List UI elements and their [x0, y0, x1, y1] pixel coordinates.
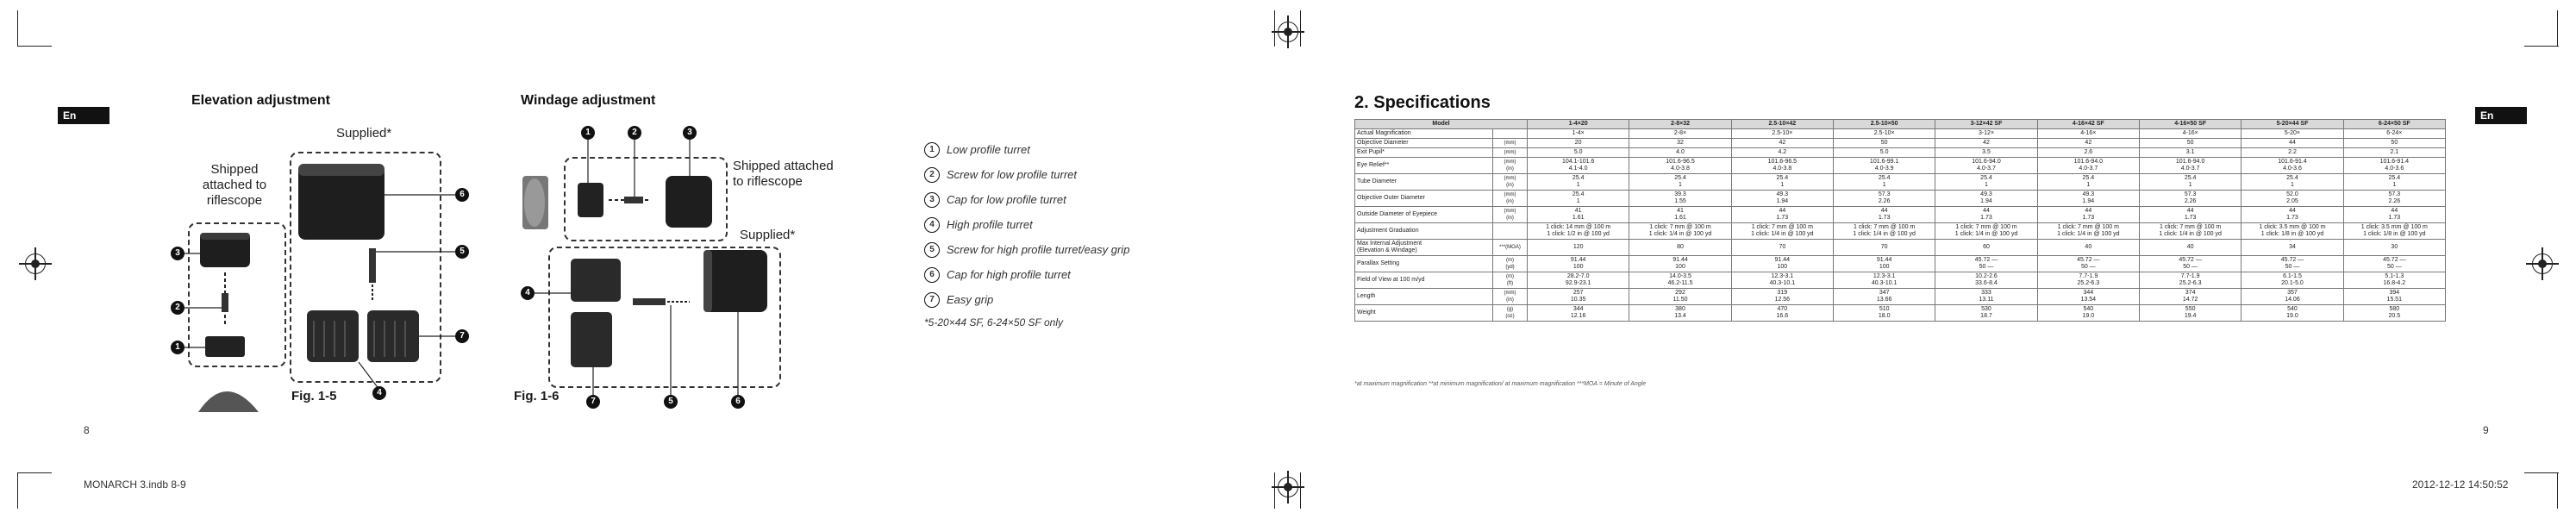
table-cell: 50 — [2343, 139, 2445, 148]
table-cell: 70 — [1834, 240, 1935, 256]
table-cell: 44 1.73 — [2139, 207, 2241, 223]
table-cell: 1 click: 3.5 mm @ 100 m 1 click: 1/8 in @ 100 yd — [2343, 223, 2445, 240]
table-cell: 52.0 2.05 — [2241, 191, 2343, 207]
page-number-left: 8 — [84, 424, 90, 436]
callout-2: 2 — [171, 301, 184, 315]
table-footnote: *at maximum magnification **at minimum magnification/ at maximum magnification ***MOA = Minute of Angle — [1354, 381, 1647, 387]
table-cell: 1 click: 7 mm @ 100 m 1 click: 1/4 in @ 100 yd — [1834, 223, 1935, 240]
row-label: Parallax Setting — [1355, 256, 1493, 272]
legend-number: 2 — [924, 167, 940, 183]
table-cell: 101.6-94.0 4.0-3.7 — [2139, 158, 2241, 174]
table-cell: 101.6-94.0 4.0-3.7 — [2037, 158, 2139, 174]
callout-7: 7 — [455, 329, 469, 343]
row-label: Length — [1355, 289, 1493, 305]
row-unit: (mm) (in) — [1493, 289, 1528, 305]
table-cell: 1 click: 7 mm @ 100 m 1 click: 1/4 in @ 100 yd — [1731, 223, 1833, 240]
legend-item — [924, 287, 1129, 312]
table-cell: 45.72 — 50 — — [2139, 256, 2241, 272]
callout-3: 3 — [683, 126, 697, 140]
table-row — [1355, 223, 2446, 240]
table-cell: 7.7-1.9 25.2-6.3 — [2139, 272, 2241, 289]
table-cell: 12.3-3.1 40.3-10.1 — [1834, 272, 1935, 289]
legend-text: Low profile turret — [947, 143, 1030, 156]
row-label: Max Internal Adjustment (Elevation & Windage) — [1355, 240, 1493, 256]
column-header: 5-20×44 SF — [2241, 120, 2343, 129]
legend-number: 5 — [924, 242, 940, 258]
row-unit: (mm) (in) — [1493, 158, 1528, 174]
row-unit: (mm) (in) — [1493, 207, 1528, 223]
table-cell: 1 click: 14 mm @ 100 m 1 click: 1/2 in @ 100 yd — [1528, 223, 1629, 240]
row-label: Eye Relief** — [1355, 158, 1493, 174]
table-cell: 5.0 — [1834, 148, 1935, 158]
table-row — [1355, 129, 2446, 139]
table-cell: 49.3 1.94 — [1731, 191, 1833, 207]
table-cell: 42 — [2037, 139, 2139, 148]
table-cell: 25.4 1 — [2241, 174, 2343, 191]
table-cell: 580 20.5 — [2343, 305, 2445, 322]
table-cell: 49.3 1.94 — [1935, 191, 2037, 207]
row-unit — [1493, 129, 1528, 139]
callout-1: 1 — [581, 126, 595, 140]
table-cell: 1 click: 3.5 mm @ 100 m 1 click: 1/8 in @ 100 yd — [2241, 223, 2343, 240]
table-cell: 50 — [2139, 139, 2241, 148]
language-tab: En — [58, 107, 109, 124]
table-cell: 2-8× — [1629, 129, 1731, 139]
legend-number: 3 — [924, 192, 940, 208]
table-cell: 333 13.11 — [1935, 289, 2037, 305]
table-cell: 25.4 1 — [2343, 174, 2445, 191]
table-cell: 57.3 2.26 — [2343, 191, 2445, 207]
row-label: Weight — [1355, 305, 1493, 322]
row-unit: (mm) (in) — [1493, 191, 1528, 207]
table-cell: 319 12.56 — [1731, 289, 1833, 305]
table-cell: 50 — [1834, 139, 1935, 148]
row-unit: (mm) — [1493, 139, 1528, 148]
table-cell: 101.6-91.4 4.0-3.6 — [2343, 158, 2445, 174]
row-label: Field of View at 100 m/yd — [1355, 272, 1493, 289]
supplied-note: *5-20×44 SF, 6-24×50 SF only — [924, 316, 1064, 328]
table-cell: 470 16.6 — [1731, 305, 1833, 322]
table-cell: 91.44 100 — [1731, 256, 1833, 272]
legend-number: 1 — [924, 142, 940, 158]
table-cell: 101.6-99.1 4.0-3.9 — [1834, 158, 1935, 174]
table-cell: 5.0 — [1528, 148, 1629, 158]
column-header: 1-4×20 — [1528, 120, 1629, 129]
table-cell: 30 — [2343, 240, 2445, 256]
table-cell: 104.1-101.6 4.1-4.0 — [1528, 158, 1629, 174]
table-cell: 14.0-3.5 46.2-11.5 — [1629, 272, 1731, 289]
column-header: 2.5-10×42 — [1731, 120, 1833, 129]
table-cell: 44 1.73 — [2037, 207, 2139, 223]
column-header: 6-24×50 SF — [2343, 120, 2445, 129]
table-cell: 42 — [1935, 139, 2037, 148]
legend-item — [924, 262, 1129, 287]
table-row — [1355, 158, 2446, 174]
table-row — [1355, 191, 2446, 207]
elevation-heading: Elevation adjustment — [191, 93, 330, 108]
table-cell: 44 1.73 — [1834, 207, 1935, 223]
table-cell: 1-4× — [1528, 129, 1629, 139]
table-cell: 25.4 1 — [2139, 174, 2241, 191]
table-cell: 25.4 1 — [1528, 174, 1629, 191]
table-cell: 5.1-1.3 16.8-4.2 — [2343, 272, 2445, 289]
row-label: Objective Outer Diameter — [1355, 191, 1493, 207]
row-unit: (mm) (in) — [1493, 174, 1528, 191]
table-cell: 2.6 — [2037, 148, 2139, 158]
callout-3: 3 — [171, 247, 184, 260]
legend-number: 6 — [924, 267, 940, 283]
table-cell: 91.44 100 — [1834, 256, 1935, 272]
row-label: Actual Magnification — [1355, 129, 1493, 139]
callout-4: 4 — [372, 386, 386, 400]
column-header: 4-16×42 SF — [2037, 120, 2139, 129]
table-cell: 550 19.4 — [2139, 305, 2241, 322]
legend-item — [924, 212, 1129, 237]
table-cell: 4-16× — [2139, 129, 2241, 139]
table-cell: 25.4 1 — [2037, 174, 2139, 191]
table-cell: 510 18.0 — [1834, 305, 1935, 322]
table-cell: 57.3 2.26 — [1834, 191, 1935, 207]
specifications-table — [1354, 119, 2446, 322]
table-cell: 344 13.54 — [2037, 289, 2139, 305]
supplied-label-2: Supplied* — [740, 228, 796, 242]
table-cell: 101.6-91.4 4.0-3.6 — [2241, 158, 2343, 174]
table-cell: 380 13.4 — [1629, 305, 1731, 322]
table-cell: 41 1.61 — [1629, 207, 1731, 223]
table-cell: 292 11.50 — [1629, 289, 1731, 305]
table-cell: 32 — [1629, 139, 1731, 148]
legend-text: Screw for low profile turret — [947, 168, 1077, 181]
row-label: Exit Pupil* — [1355, 148, 1493, 158]
column-header: Model — [1355, 120, 1528, 129]
table-cell: 2.1 — [2343, 148, 2445, 158]
legend-item — [924, 137, 1129, 162]
callout-2: 2 — [628, 126, 641, 140]
table-cell: 44 1.73 — [2241, 207, 2343, 223]
table-cell: 1 click: 7 mm @ 100 m 1 click: 1/4 in @ 100 yd — [1935, 223, 2037, 240]
legend-item — [924, 237, 1129, 262]
table-cell: 3.5 — [1935, 148, 2037, 158]
file-slug: MONARCH 3.indb 8-9 — [84, 478, 186, 491]
legend-text: Easy grip — [947, 293, 994, 306]
table-row — [1355, 207, 2446, 223]
table-cell: 28.2-7.0 92.9-23.1 — [1528, 272, 1629, 289]
table-cell: 10.2-2.6 33.6-8.4 — [1935, 272, 2037, 289]
table-cell: 357 14.06 — [2241, 289, 2343, 305]
windage-heading: Windage adjustment — [521, 93, 656, 108]
table-row — [1355, 305, 2446, 322]
legend-text: Screw for high profile turret/easy grip — [947, 243, 1130, 256]
table-cell: 101.6-96.5 4.0-3.8 — [1731, 158, 1833, 174]
column-header: 2-8×32 — [1629, 120, 1731, 129]
table-cell: 374 14.72 — [2139, 289, 2241, 305]
table-row — [1355, 272, 2446, 289]
table-cell: 12.3-3.1 40.3-10.1 — [1731, 272, 1833, 289]
table-cell: 530 18.7 — [1935, 305, 2037, 322]
callout-6: 6 — [731, 395, 745, 409]
callout-6: 6 — [455, 188, 469, 202]
callout-1: 1 — [171, 341, 184, 354]
table-cell: 101.6-96.5 4.0-3.8 — [1629, 158, 1731, 174]
row-unit: ***(MOA) — [1493, 240, 1528, 256]
table-row — [1355, 174, 2446, 191]
shipped-attached-label: Shipped attached to riflescope — [733, 159, 834, 189]
row-label: Objective Diameter — [1355, 139, 1493, 148]
legend-text: High profile turret — [947, 218, 1033, 231]
row-unit: (mm) — [1493, 148, 1528, 158]
specifications-title: 2. Specifications — [1354, 93, 1491, 112]
column-header: 3-12×42 SF — [1935, 120, 2037, 129]
legend-number: 7 — [924, 292, 940, 308]
table-cell: 347 13.66 — [1834, 289, 1935, 305]
table-cell: 25.4 1 — [1834, 174, 1935, 191]
callout-4: 4 — [521, 286, 535, 300]
table-cell: 45.72 — 50 — — [2343, 256, 2445, 272]
table-cell: 45.72 — 50 — — [1935, 256, 2037, 272]
table-cell: 25.4 1 — [1731, 174, 1833, 191]
column-header: 4-16×50 SF — [2139, 120, 2241, 129]
table-row — [1355, 148, 2446, 158]
table-cell: 44 1.73 — [2343, 207, 2445, 223]
table-cell: 1 click: 7 mm @ 100 m 1 click: 1/4 in @ 100 yd — [2139, 223, 2241, 240]
table-cell: 45.72 — 50 — — [2037, 256, 2139, 272]
table-cell: 80 — [1629, 240, 1731, 256]
table-cell: 101.6-94.0 4.0-3.7 — [1935, 158, 2037, 174]
legend-item — [924, 187, 1129, 212]
table-cell: 44 — [2241, 139, 2343, 148]
table-cell: 25.4 1 — [1935, 174, 2037, 191]
table-cell: 44 1.73 — [1731, 207, 1833, 223]
legend-text: Cap for high profile turret — [947, 268, 1071, 281]
table-cell: 5-20× — [2241, 129, 2343, 139]
language-tab: En — [2475, 107, 2527, 124]
table-cell: 40 — [2037, 240, 2139, 256]
table-row — [1355, 289, 2446, 305]
table-cell: 120 — [1528, 240, 1629, 256]
row-label: Tube Diameter — [1355, 174, 1493, 191]
row-unit: (g) (oz) — [1493, 305, 1528, 322]
table-cell: 257 10.35 — [1528, 289, 1629, 305]
table-cell: 20 — [1528, 139, 1629, 148]
table-cell: 42 — [1731, 139, 1833, 148]
table-cell: 91.44 100 — [1629, 256, 1731, 272]
table-row — [1355, 139, 2446, 148]
legend-item — [924, 162, 1129, 187]
table-cell: 394 15.51 — [2343, 289, 2445, 305]
table-cell: 1 click: 7 mm @ 100 m 1 click: 1/4 in @ 100 yd — [2037, 223, 2139, 240]
supplied-label: Supplied* — [336, 126, 392, 141]
table-cell: 41 1.61 — [1528, 207, 1629, 223]
callout-5: 5 — [664, 395, 678, 409]
table-cell: 4.2 — [1731, 148, 1833, 158]
table-cell: 25.4 1 — [1629, 174, 1731, 191]
table-cell: 91.44 100 — [1528, 256, 1629, 272]
table-cell: 4.0 — [1629, 148, 1731, 158]
table-cell: 60 — [1935, 240, 2037, 256]
figure-label-1-5: Fig. 1-5 — [291, 389, 337, 403]
table-cell: 49.3 1.94 — [2037, 191, 2139, 207]
table-cell: 1 click: 7 mm @ 100 m 1 click: 1/4 in @ 100 yd — [1629, 223, 1731, 240]
table-cell: 57.3 2.26 — [2139, 191, 2241, 207]
table-cell: 540 19.0 — [2241, 305, 2343, 322]
row-unit: (m) (ft) — [1493, 272, 1528, 289]
table-cell: 6-24× — [2343, 129, 2445, 139]
table-cell: 39.3 1.55 — [1629, 191, 1731, 207]
table-cell: 40 — [2139, 240, 2241, 256]
table-cell: 7.7-1.9 25.2-6.3 — [2037, 272, 2139, 289]
table-cell: 44 1.73 — [1935, 207, 2037, 223]
table-cell: 2.2 — [2241, 148, 2343, 158]
legend-text: Cap for low profile turret — [947, 193, 1066, 206]
parts-legend — [924, 137, 1129, 312]
shipped-label: Shipped attached to riflescope — [202, 162, 267, 208]
page-number-right: 9 — [2483, 424, 2489, 436]
table-cell: 2.5-10× — [1834, 129, 1935, 139]
table-cell: 34 — [2241, 240, 2343, 256]
callout-5: 5 — [455, 245, 469, 259]
row-unit: (m) (yd) — [1493, 256, 1528, 272]
table-cell: 25.4 1 — [1528, 191, 1629, 207]
table-cell: 2.5-10× — [1731, 129, 1833, 139]
callout-7: 7 — [586, 395, 600, 409]
table-cell: 3.1 — [2139, 148, 2241, 158]
table-cell: 70 — [1731, 240, 1833, 256]
figure-label-1-6: Fig. 1-6 — [514, 389, 560, 403]
table-row — [1355, 256, 2446, 272]
date-slug: 2012-12-12 14:50:52 — [2412, 478, 2509, 491]
table-cell: 540 19.0 — [2037, 305, 2139, 322]
row-unit — [1493, 223, 1528, 240]
row-label: Outside Diameter of Eyepiece — [1355, 207, 1493, 223]
table-cell: 4-16× — [2037, 129, 2139, 139]
table-row — [1355, 240, 2446, 256]
table-cell: 6.1-1.5 20.1-5.0 — [2241, 272, 2343, 289]
table-cell: 45.72 — 50 — — [2241, 256, 2343, 272]
row-label: Adjustment Graduation — [1355, 223, 1493, 240]
column-header: 2.5-10×50 — [1834, 120, 1935, 129]
table-cell: 3-12× — [1935, 129, 2037, 139]
legend-number: 4 — [924, 217, 940, 233]
table-cell: 344 12.16 — [1528, 305, 1629, 322]
